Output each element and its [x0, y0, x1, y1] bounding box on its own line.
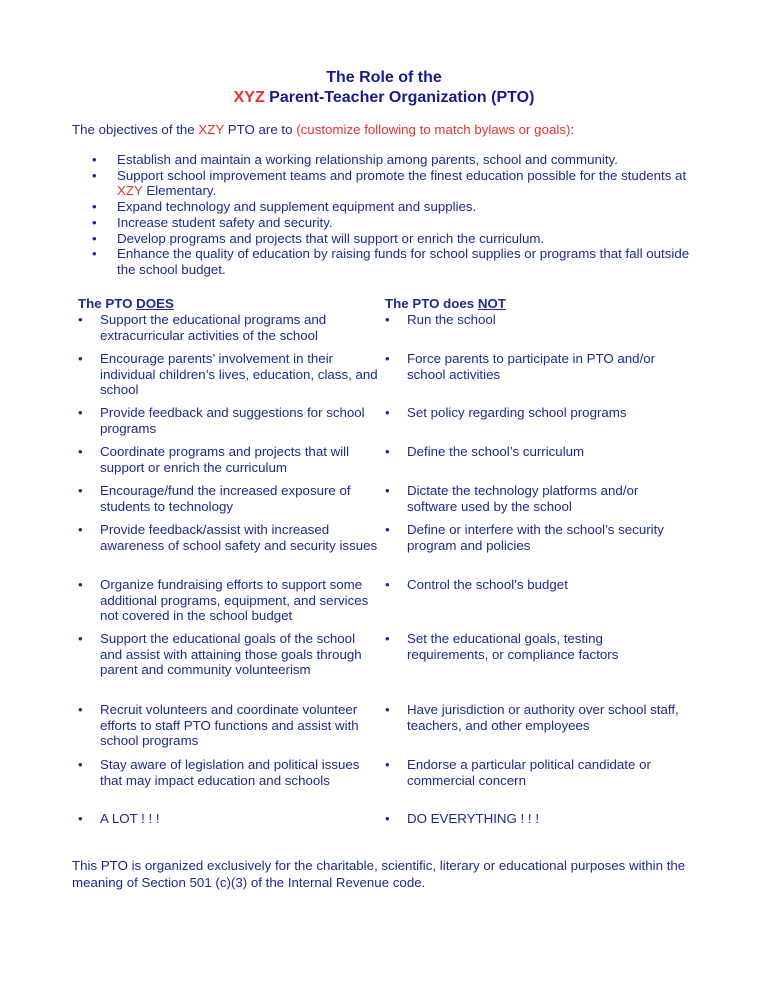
does-not-item-text: Define or interfere with the school’s security program and policies — [407, 522, 664, 553]
bullet-icon: • — [385, 631, 390, 646]
does-item-text: Provide feedback and suggestions for school programs — [100, 405, 365, 436]
bullet-icon: • — [385, 483, 390, 498]
objective-text-after: Elementary. — [142, 183, 217, 199]
bullet-icon: • — [385, 811, 390, 826]
bullet-icon: • — [385, 702, 390, 717]
intro-suffix: : — [570, 122, 575, 137]
bullet-icon: • — [92, 230, 97, 246]
does-item-text: Provide feedback/assist with increased awareness of school safety and security issues — [100, 522, 378, 553]
does-not-item-text: Endorse a particular political candidate or commercial concern — [407, 757, 651, 788]
objective-text: Enhance the quality of education by raising funds for school supplies or programs that fall outside the school budget. — [117, 246, 690, 277]
objective-text: Establish and maintain a working relationship among parents, school and community. — [117, 152, 618, 167]
objective-item — [92, 215, 692, 231]
document-title — [0, 68, 768, 87]
objective-item — [92, 168, 692, 199]
does-not-item-text: Force parents to participate in PTO and/or school activities — [407, 351, 656, 382]
bullet-icon: • — [78, 351, 83, 366]
does-item — [78, 811, 378, 827]
does-heading-prefix: The PTO — [78, 296, 137, 311]
objective-item — [92, 152, 692, 168]
intro-customize-note: (customize following to match bylaws or goals) — [296, 122, 571, 137]
does-item — [78, 312, 378, 343]
bullet-icon: • — [92, 167, 97, 183]
does-not-item — [385, 522, 685, 553]
document-subtitle — [0, 88, 768, 107]
bullet-icon: • — [78, 631, 83, 646]
bullet-icon: • — [385, 757, 390, 772]
does-item-text: Stay aware of legislation and political issues that may impact education and schools — [100, 757, 360, 788]
does-item — [78, 702, 378, 749]
objective-text: Develop programs and projects that will support or enrich the curriculum. — [117, 230, 545, 246]
bullet-icon: • — [78, 811, 83, 826]
bullet-icon: • — [92, 152, 97, 167]
bullet-icon: • — [385, 351, 390, 366]
bullet-icon: • — [385, 444, 390, 459]
title-line-1: The Role of the — [326, 69, 442, 86]
does-not-item — [385, 312, 685, 328]
does-item-text: A LOT ! ! ! — [100, 811, 160, 826]
bullet-icon: • — [78, 405, 83, 420]
does-not-item — [385, 702, 685, 733]
objective-item — [92, 199, 692, 215]
does-not-item — [385, 631, 685, 662]
does-item — [78, 757, 378, 788]
does-not-item-text: DO EVERYTHING ! ! ! — [407, 811, 540, 826]
tax-exempt-statement: This PTO is organized exclusively for the charitable, scientific, literary or educational purposes within the meaning of Section 501 (c)(3) of the Internal Revenue code. — [72, 858, 686, 890]
objective-text: Increase student safety and security. — [117, 214, 333, 230]
bullet-icon: • — [78, 483, 83, 498]
objective-text: Expand technology and supplement equipment and supplies. — [117, 199, 477, 215]
does-heading — [78, 296, 378, 312]
does-not-item — [385, 444, 685, 460]
does-not-item — [385, 405, 685, 421]
bullet-icon: • — [385, 577, 390, 592]
intro-prefix: The objectives of the — [72, 122, 199, 137]
objective-org-placeholder: XZY — [117, 183, 143, 199]
bullet-icon: • — [78, 702, 83, 717]
bullet-icon: • — [385, 312, 390, 327]
bullet-icon: • — [78, 577, 83, 592]
does-not-item — [385, 483, 685, 514]
does-item — [78, 405, 378, 436]
does-item — [78, 483, 378, 514]
does-item-text: Recruit volunteers and coordinate volunteer efforts to staff PTO functions and assist with school programs — [100, 702, 359, 749]
does-item — [78, 631, 378, 678]
objective-item — [92, 246, 692, 277]
bullet-icon: • — [385, 405, 390, 420]
does-item — [78, 577, 378, 624]
bullet-icon: • — [385, 522, 390, 537]
does-item-text: Support the educational goals of the school and assist with attaining those goals through parent and community volunteerism — [100, 631, 362, 678]
does-not-heading — [385, 296, 685, 312]
bullet-icon: • — [78, 444, 83, 459]
does-not-heading-emphasis: NOT — [477, 296, 506, 311]
does-not-item-text: Dictate the technology platforms and/or software used by the school — [407, 483, 639, 514]
objective-text: Support school improvement teams and promote the finest education possible for the students at — [117, 167, 687, 183]
does-not-heading-prefix: The PTO does — [385, 296, 478, 311]
does-item-text: Encourage parents’ involvement in their individual children’s lives, education, class, and school — [100, 351, 378, 398]
does-not-item-text: Have jurisdiction or authority over school staff, teachers, and other employees — [407, 702, 679, 733]
does-column — [78, 296, 378, 826]
bullet-icon: • — [92, 246, 97, 262]
does-not-item-text: Set the educational goals, testing requirements, or compliance factors — [407, 631, 619, 662]
does-not-item-text: Control the school’s budget — [407, 577, 568, 592]
bullet-icon: • — [78, 522, 83, 537]
does-not-item — [385, 351, 685, 382]
title-org-placeholder: XYZ — [233, 89, 265, 106]
bullet-icon: • — [78, 312, 83, 327]
does-item-text: Support the educational programs and extracurricular activities of the school — [100, 312, 327, 343]
does-not-item-text: Run the school — [407, 312, 496, 327]
title-line-2: Parent-Teacher Organization (PTO) — [264, 89, 535, 106]
does-item — [78, 351, 378, 398]
bullet-icon: • — [78, 757, 83, 772]
does-not-item-text: Define the school’s curriculum — [407, 444, 585, 459]
does-item — [78, 522, 378, 553]
does-not-item — [385, 757, 685, 788]
bullet-icon: • — [92, 199, 97, 215]
does-heading-emphasis: DOES — [136, 296, 174, 311]
bullet-icon: • — [92, 214, 97, 230]
does-item-text: Coordinate programs and projects that will support or enrich the curriculum — [100, 444, 350, 475]
objective-item — [92, 231, 692, 247]
objectives-list — [92, 152, 692, 278]
does-not-column — [385, 296, 685, 826]
intro-org-placeholder: XZY — [198, 122, 225, 137]
does-not-item — [385, 811, 685, 827]
does-item-text: Encourage/fund the increased exposure of students to technology — [100, 483, 351, 514]
does-not-item-text: Set policy regarding school programs — [407, 405, 627, 420]
does-item — [78, 444, 378, 475]
does-item-text: Organize fundraising efforts to support some additional programs, equipment, and services not covered in the school budget — [100, 577, 369, 624]
intro-middle: PTO are to — [224, 122, 297, 137]
does-not-item — [385, 577, 685, 593]
objectives-intro — [72, 122, 574, 137]
